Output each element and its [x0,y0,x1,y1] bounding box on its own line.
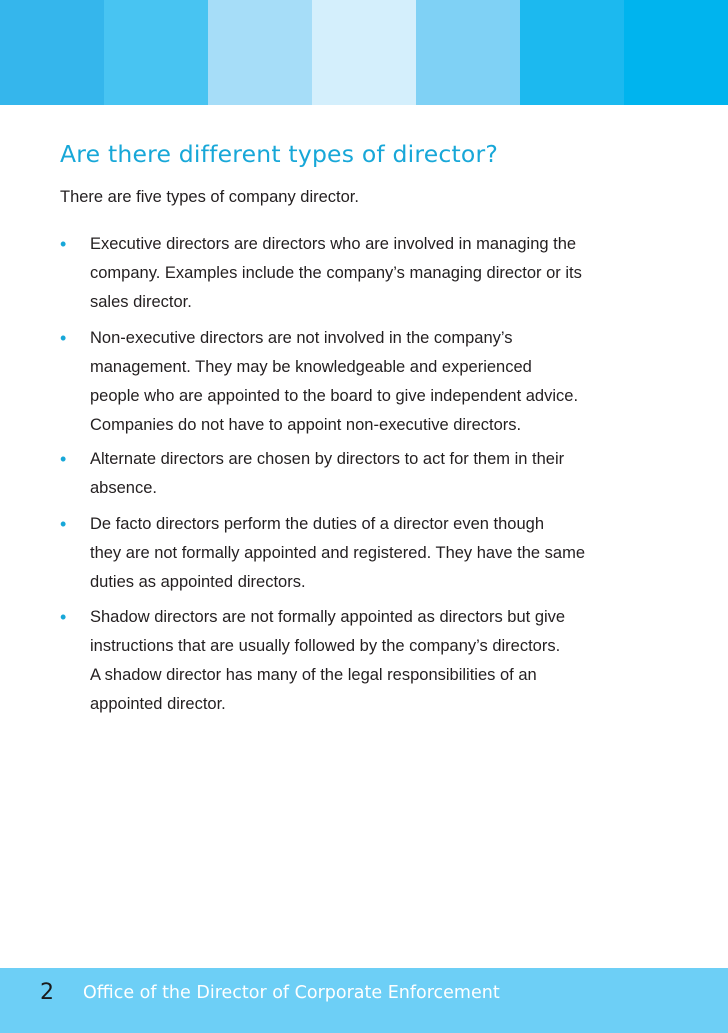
page-footer [0,968,728,1033]
band-stripe [416,0,520,105]
band-stripe [624,0,728,105]
intro-text: There are five types of company director. [60,188,359,206]
bullet-icon: • [60,234,67,254]
list-item-line: Executive directors are directors who are involved in managing the [90,235,577,253]
band-stripe [312,0,416,105]
bullet-icon: • [60,514,67,534]
list-item-line: absence. [90,479,157,497]
list-item-line: Companies do not have to appoint non-executive directors. [90,416,522,434]
page-heading: Are there different types of director? [60,140,499,168]
list-item-line: A shadow director has many of the legal responsibilities of an [90,666,537,684]
page-number: 2 [40,980,54,1005]
list-item-line: instructions that are usually followed by the company’s directors. [90,637,561,655]
list-item-line: sales director. [90,293,192,311]
bullet-icon: • [60,607,67,627]
list-item-line: Non-executive directors are not involved in the company’s [90,329,513,347]
list-item-line: management. They may be knowledgeable and experienced [90,358,532,376]
list-item-line: people who are appointed to the board to give independent advice. [90,387,579,405]
list-item-line: Shadow directors are not formally appointed as directors but give [90,608,566,626]
list-item-line: company. Examples include the company’s managing director or its [90,264,582,282]
footer-title: Office of the Director of Corporate Enforcement [83,983,500,1003]
band-stripe [520,0,624,105]
list-item-line: they are not formally appointed and registered. They have the same [90,544,585,562]
band-stripe [208,0,312,105]
bullet-icon: • [60,328,67,348]
list-item-line: Alternate directors are chosen by directors to act for them in their [90,450,565,468]
band-stripe [104,0,208,105]
list-item-line: appointed director. [90,695,226,713]
band-stripe [0,0,104,105]
bullet-icon: • [60,449,67,469]
list-item-line: duties as appointed directors. [90,573,306,591]
list-item-line: De facto directors perform the duties of a director even though [90,515,544,533]
header-color-band [0,0,728,105]
